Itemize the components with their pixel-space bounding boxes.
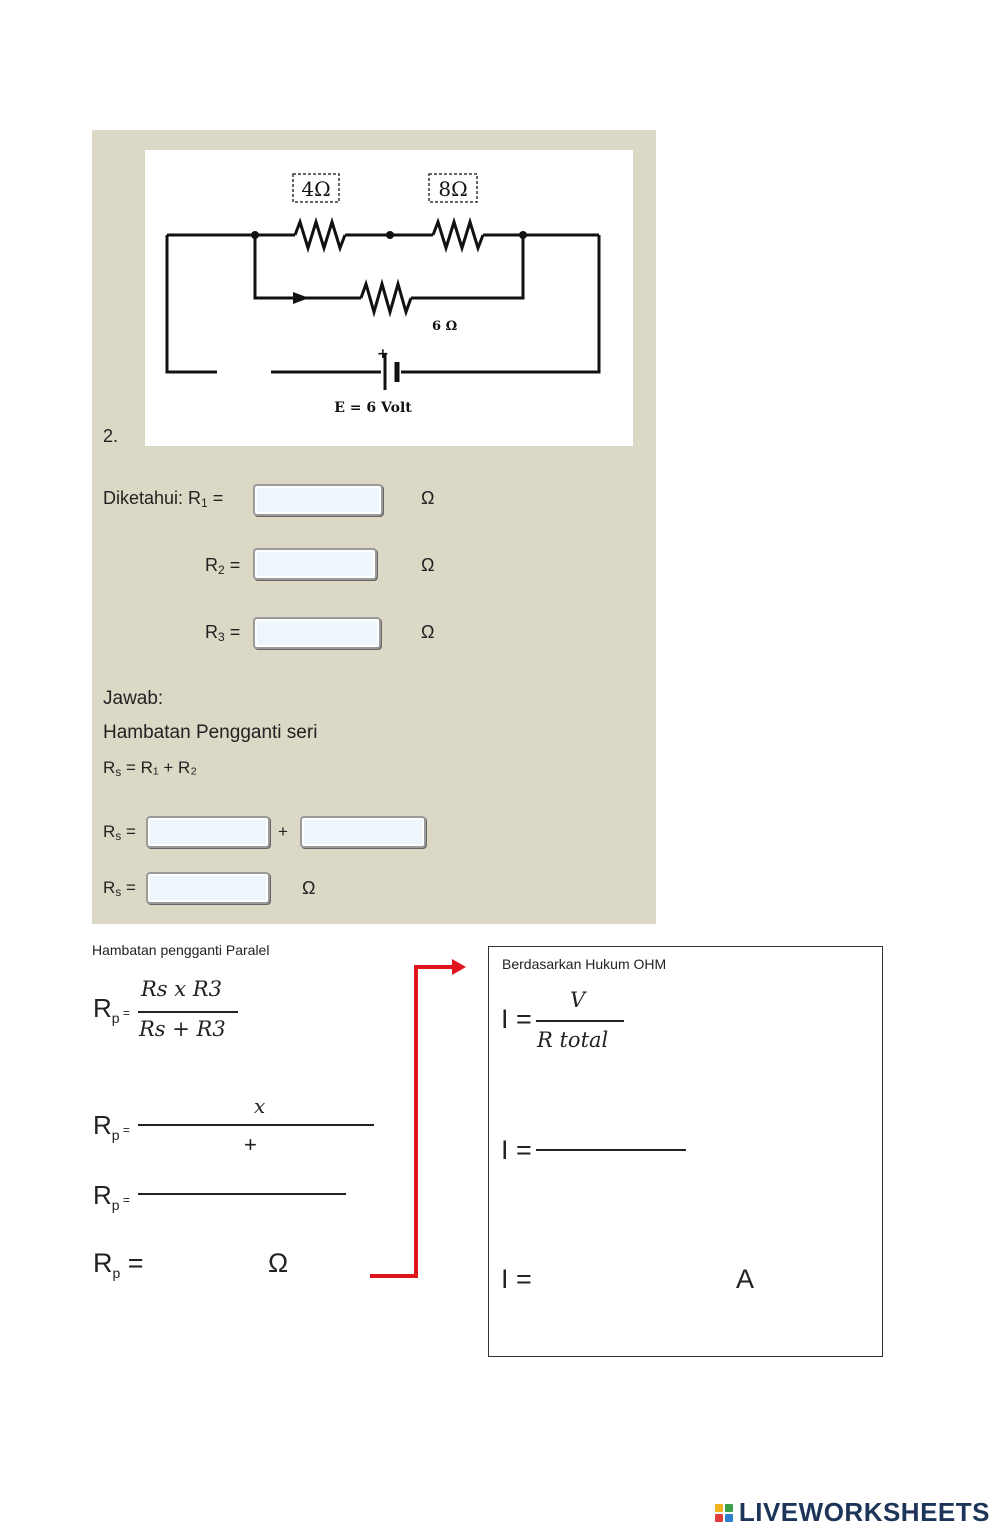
problem-number: 2. — [103, 426, 119, 446]
battery-plus-sign: + — [377, 346, 389, 362]
parallel-heading: Hambatan pengganti Paralel — [92, 942, 270, 958]
ohm-heading: Berdasarkan Hukum OHM — [502, 956, 667, 972]
series-heading: Hambatan Pengganti seri — [103, 722, 318, 743]
r2-unit: Ω — [421, 555, 435, 575]
connector-arrow — [360, 955, 470, 1285]
rp-numerator-x: x — [254, 1094, 266, 1118]
rs-r2-input[interactable] — [300, 816, 426, 848]
rp-step1-label: $R_p$ = — [93, 1110, 130, 1143]
rs-result-label: $R_s$ = — [103, 878, 136, 899]
source-label: E = 6 Volt — [334, 400, 412, 416]
rs-unit: Ω — [302, 878, 316, 898]
liveworksheets-logo-icon — [715, 1504, 733, 1522]
known-r1-label: Diketahui: $R_1$ = — [103, 488, 224, 510]
answer-heading: Jawab: — [103, 688, 164, 709]
liveworksheets-logo[interactable] — [715, 1497, 990, 1528]
r1-input[interactable] — [253, 484, 383, 516]
ohm-formula-label: I = — [501, 1004, 532, 1034]
r2-label: 8Ω — [438, 177, 468, 201]
rs-result-input[interactable] — [146, 872, 270, 904]
r3-label: 6 Ω — [432, 319, 458, 334]
rp-numerator: Rs x R3 — [141, 977, 222, 1001]
rs-sum-label: $R_s$ = — [103, 822, 136, 843]
known-r3-label: $R_3$ = — [205, 622, 241, 644]
rp-formula-label: $R_p$ = — [93, 993, 130, 1026]
rp-fraction-line — [138, 1011, 238, 1013]
ohm-step1-line — [536, 1149, 686, 1151]
circuit-svg — [145, 150, 633, 446]
ohm-result-label: I = — [501, 1264, 532, 1294]
ohm-step1-label: I = — [501, 1135, 532, 1165]
ohm-law-box — [488, 946, 883, 1357]
r3-input[interactable] — [253, 617, 381, 649]
rp-step2-label: $R_p$ = — [93, 1180, 130, 1213]
known-r2-label: $R_2$ = — [205, 555, 241, 577]
r2-input[interactable] — [253, 548, 377, 580]
rp-step1-line — [138, 1124, 374, 1126]
rp-denominator: Rs + R3 — [139, 1017, 226, 1041]
rs-plus-sign: + — [278, 822, 288, 841]
series-formula: $R_s = R_1 + R_2$ — [103, 758, 197, 779]
ohm-denominator: R total — [537, 1028, 609, 1052]
rs-r1-input[interactable] — [146, 816, 270, 848]
rp-step2-line — [138, 1193, 346, 1195]
ohm-numerator: V — [570, 988, 586, 1012]
rp-denominator-plus: + — [244, 1132, 257, 1157]
rp-result-label: $R_p$ = — [93, 1248, 144, 1281]
rp-unit: Ω — [268, 1248, 289, 1278]
brand-name: LIVEWORKSHEETS — [738, 1497, 990, 1527]
r1-unit: Ω — [421, 488, 435, 508]
ohm-fraction-line — [536, 1020, 624, 1022]
ohm-unit: A — [736, 1264, 755, 1294]
circuit-diagram — [145, 150, 633, 446]
r1-label: 4Ω — [301, 177, 331, 201]
r3-unit: Ω — [421, 622, 435, 642]
